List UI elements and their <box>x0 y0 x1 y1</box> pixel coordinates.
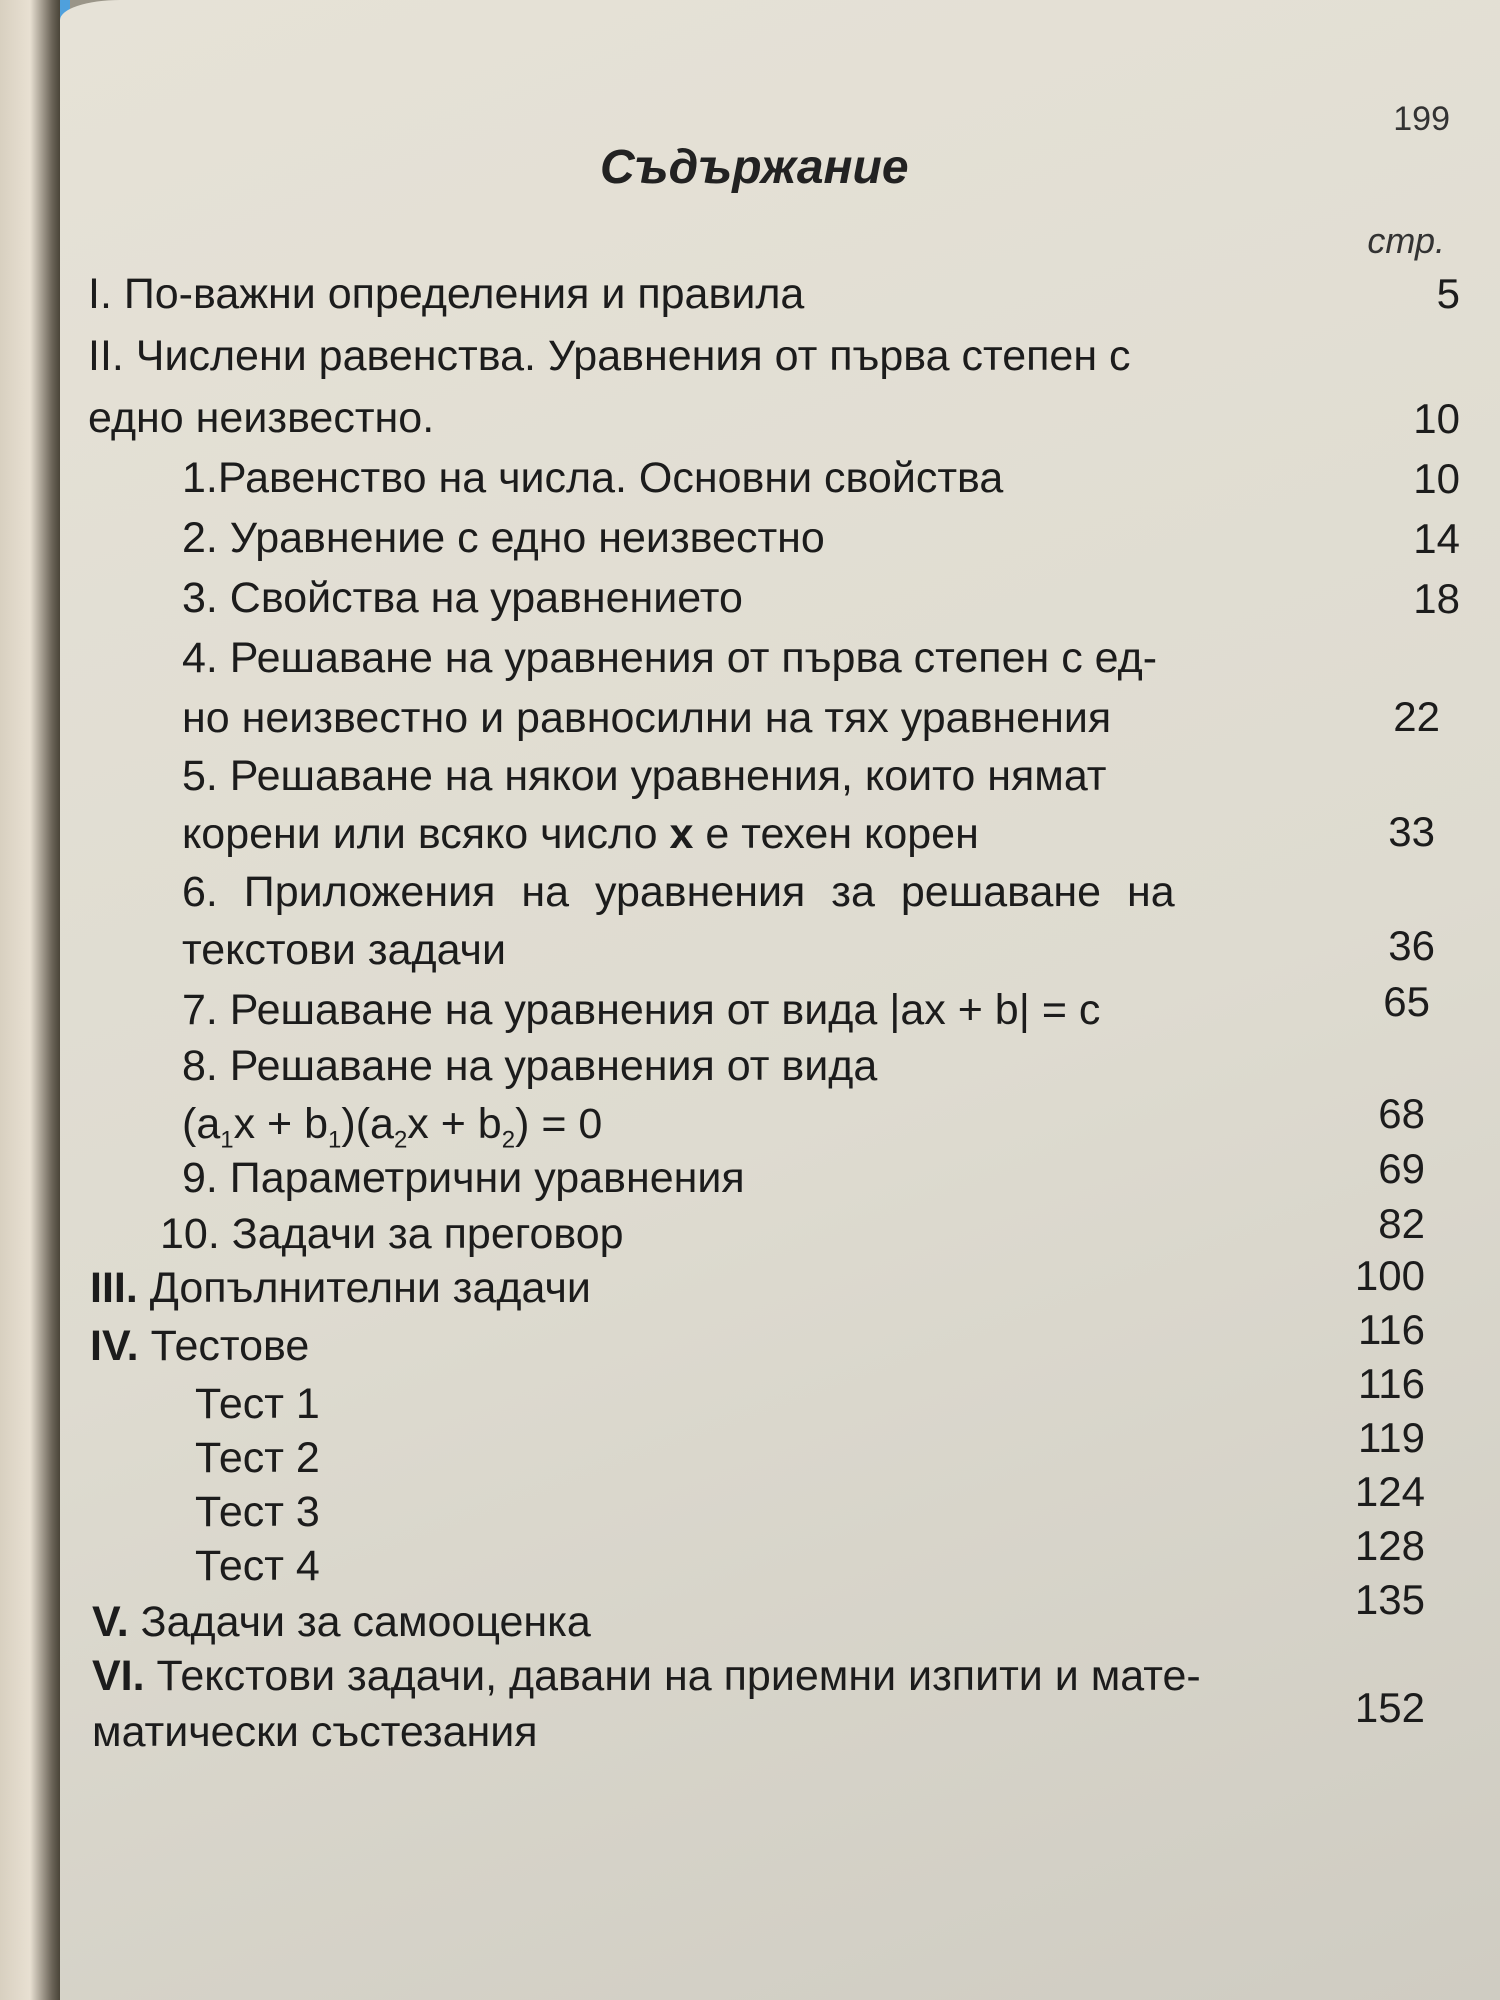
toc-entry-7-line2 <box>182 808 979 860</box>
toc-entry-10-line1: 8. Решаване на уравнения от вида <box>182 1042 878 1090</box>
toc-page-8: 36 <box>1388 922 1435 969</box>
page-column-label: стр. <box>1367 220 1445 261</box>
toc-entry-11: 9. Параметрични уравнения <box>182 1154 745 1202</box>
section-title: Тестове <box>150 1322 310 1370</box>
toc-page-12: 82 <box>1378 1200 1425 1247</box>
toc-entry-20-line1 <box>92 1650 1201 1702</box>
toc-entry-15: Тест 1 <box>195 1380 320 1428</box>
toc-entry-5: 3. Свойства на уравнението <box>182 574 743 622</box>
toc-entry-4: 2. Уравнение с едно неизвестно <box>182 514 825 562</box>
toc-page-17: 124 <box>1354 1468 1425 1515</box>
toc-page-19: 135 <box>1354 1576 1425 1623</box>
toc-page-1: 5 <box>1436 270 1460 317</box>
toc-entry-12: 10. Задачи за преговор <box>160 1210 624 1258</box>
section-title: Допълнителни задачи <box>149 1264 591 1312</box>
toc-page-14: 116 <box>1358 1306 1425 1353</box>
section-title: Задачи за самооценка <box>140 1598 591 1646</box>
spine-shadow <box>0 0 60 2000</box>
toc-page-11: 69 <box>1378 1145 1425 1192</box>
toc-entry-6-line1: 4. Решаване на уравнения от първа степен с ед- <box>182 634 1158 682</box>
section-numeral: IV. <box>90 1322 139 1370</box>
toc-page-9: 65 <box>1383 978 1430 1025</box>
section-title: Текстови задачи, давани на приемни изпити и мате- <box>156 1652 1201 1700</box>
page-number: 199 <box>1393 100 1450 138</box>
toc-entry-7-line1: 5. Решаване на някои уравнения, които нямат <box>182 752 1107 800</box>
toc-entry-13 <box>90 1262 591 1314</box>
toc-page-10: 68 <box>1378 1090 1425 1137</box>
formula-part: ) = 0 <box>515 1100 603 1148</box>
toc-entry-9-formula: |ax + b| = c <box>889 986 1101 1034</box>
formula-subscript: 1 <box>328 1126 342 1154</box>
toc-page-2: 10 <box>1413 395 1460 442</box>
toc-page-20: 152 <box>1354 1684 1425 1731</box>
toc-entry-19 <box>92 1596 591 1648</box>
formula-part: x + b <box>407 1100 502 1148</box>
toc-page-16: 119 <box>1358 1414 1425 1461</box>
toc-entry-17: Тест 3 <box>195 1488 320 1536</box>
toc-entry-9-text: 7. Решаване на уравнения от вида <box>182 986 878 1034</box>
toc-entry-7-variable: x <box>669 810 694 858</box>
formula-subscript: 1 <box>220 1126 234 1154</box>
page-title: Съдържание <box>600 141 909 194</box>
toc-entry-7-text-c: е техен корен <box>705 810 979 858</box>
toc-page-18: 128 <box>1354 1522 1425 1569</box>
section-numeral: III. <box>90 1264 138 1312</box>
toc-entry-16: Тест 2 <box>195 1434 320 1482</box>
toc-page-3: 10 <box>1413 455 1460 502</box>
formula-subscript: 2 <box>393 1126 408 1154</box>
book-page <box>60 0 1500 2000</box>
toc-entry-2-line2: едно неизвестно. <box>88 394 435 442</box>
toc-entry-20-line2: матически състезания <box>92 1708 538 1756</box>
formula-part: )(a <box>341 1100 394 1148</box>
toc-entry-2-line1: II. Числени равенства. Уравнения от първа степен с <box>88 332 1131 380</box>
formula-part: (a <box>182 1100 221 1148</box>
toc-entry-9 <box>182 984 1100 1036</box>
toc-entry-14 <box>90 1320 309 1372</box>
toc-entry-1: I. По-важни определения и правила <box>88 270 805 318</box>
formula-subscript: 2 <box>501 1126 516 1154</box>
toc-page-7: 33 <box>1388 808 1435 855</box>
formula-part: x + b <box>233 1100 329 1148</box>
toc-entry-18: Тест 4 <box>195 1542 320 1590</box>
toc-entry-7-text-a: корени или всяко число <box>182 810 658 858</box>
section-numeral: V. <box>92 1598 129 1646</box>
section-numeral: VI. <box>92 1652 145 1700</box>
toc-entry-8-line1: 6. Приложения на уравнения за решаване на <box>182 868 1175 916</box>
toc-page-6: 22 <box>1393 693 1440 740</box>
toc-page-15: 116 <box>1358 1360 1425 1407</box>
toc-entry-6-line2: но неизвестно и равносилни на тях уравнения <box>182 694 1112 742</box>
toc-page-4: 14 <box>1413 515 1460 562</box>
toc-entry-3: 1.Равенство на числа. Основни свойства <box>182 454 1004 502</box>
toc-page-5: 18 <box>1413 575 1460 622</box>
toc-entry-8-line2: текстови задачи <box>182 926 506 974</box>
toc-page-13: 100 <box>1354 1252 1425 1299</box>
